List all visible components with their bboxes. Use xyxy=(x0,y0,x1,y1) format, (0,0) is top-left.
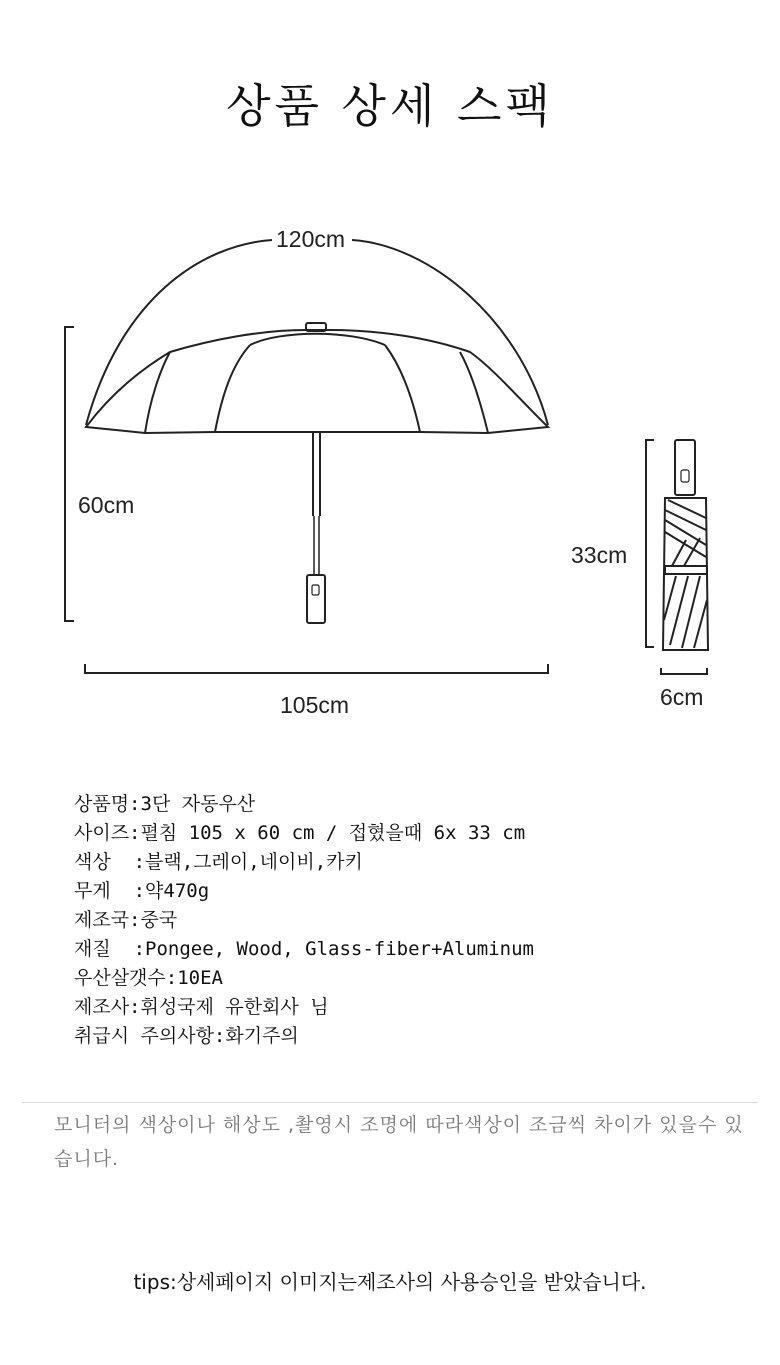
folded-stripe xyxy=(665,532,706,557)
spec-product-name: 상품명:3단 자동우산 xyxy=(74,793,256,815)
umbrella-rib xyxy=(145,352,170,433)
folded-stripe xyxy=(665,510,706,530)
folded-stripe xyxy=(694,600,707,648)
folded-height-bracket xyxy=(646,440,654,647)
spec-manufacturer: 제조사:휘성국제 유한회사 님 xyxy=(74,996,329,1018)
umbrella-handle xyxy=(307,575,325,623)
spec-handling-caution: 취급시 주의사항:화기주의 xyxy=(74,1025,299,1047)
color-notice: 모니터의 색상이나 해상도 ,촬영시 조명에 따라색상이 조금씩 차이가 있을수 있습니다. xyxy=(54,1114,744,1170)
folded-width-bracket xyxy=(661,668,707,674)
handle-button-icon xyxy=(312,585,319,595)
canopy-arc-label: 120cm xyxy=(276,226,346,252)
folded-stripe xyxy=(672,540,686,566)
spec-size: 사이즈:펼침 105 x 60 cm / 접혔을때 6x 33 cm xyxy=(74,822,526,844)
folded-width-label: 6cm xyxy=(660,684,704,710)
umbrella-rib xyxy=(385,345,420,432)
spec-list xyxy=(74,790,754,1051)
handle-button-icon xyxy=(681,470,689,482)
canopy-arc-line xyxy=(86,240,272,425)
spec-color: 색상 :블랙,그레이,네이비,카키 xyxy=(74,851,363,873)
section-divider xyxy=(22,1102,758,1103)
umbrella-rib xyxy=(215,345,250,432)
spec-rib-count: 우산살갯수:10EA xyxy=(74,967,223,989)
spec-origin: 제조국:중국 xyxy=(74,909,178,931)
height-bracket xyxy=(65,327,74,621)
page-title: 상품 상세 스팩 xyxy=(226,79,554,133)
folded-umbrella-band xyxy=(665,566,707,574)
open-umbrella-canopy xyxy=(86,330,548,433)
folded-umbrella-handle xyxy=(675,440,695,495)
spec-material: 재질 :Pongee, Wood, Glass-fiber+Aluminum xyxy=(74,938,534,960)
spec-weight: 무게 :약470g xyxy=(74,880,210,902)
open-height-label: 60cm xyxy=(78,492,135,518)
open-width-label: 105cm xyxy=(280,692,350,718)
tips-text: tips:상세페이지 이미지는제조사의 사용승인을 받았습니다. xyxy=(133,1270,647,1294)
umbrella-rib xyxy=(250,334,385,345)
folded-height-label: 33cm xyxy=(571,542,628,568)
width-bracket xyxy=(85,664,548,673)
folded-stripe xyxy=(664,576,676,620)
